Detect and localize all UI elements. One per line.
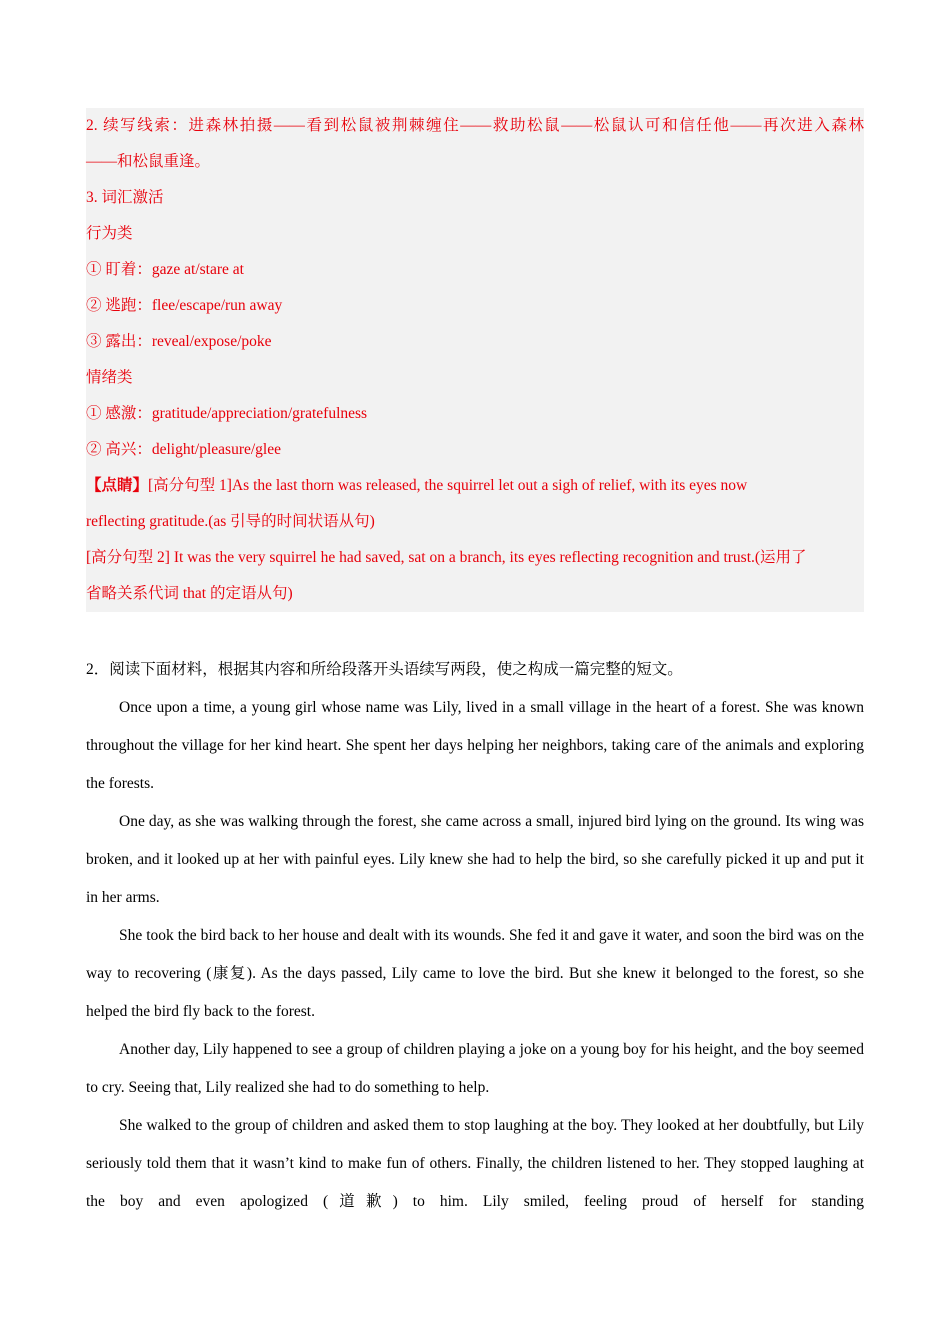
hint-box	[86, 108, 864, 612]
story-paragraph: One day, as she was walking through the forest, she came across a small, injured bird lying on the ground. Its wing was broken, and it looked up at her with painful eyes. Lily knew she had to help the bird, so she carefully picked it up and put it in her arms.	[86, 813, 864, 906]
sentence-2-line-2: 省略关系代词 that 的定语从句)	[86, 585, 293, 602]
behavior-item: ③ 露出：reveal/expose/poke	[86, 333, 272, 350]
emotion-item: ② 高兴：delight/pleasure/glee	[86, 441, 281, 458]
clue-line-2: ——和松鼠重逢。	[86, 153, 211, 170]
behavior-title: 行为类	[86, 225, 133, 242]
story-paragraph: She walked to the group of children and asked them to stop laughing at the boy. They looked at her doubtfully, but Lily seriously told them that it wasn’t kind to make fun of others. Finally, the children listened to her. They stopped laughing at the boy and even apologized (道歉) to him. Lily smiled, feeling proud of herself for standing	[86, 1117, 864, 1210]
sentence-1-text: [高分句型 1]As the last thorn was released, the squirrel let out a sigh of relief, with its eyes now	[148, 477, 748, 494]
sentence-1-line-1	[86, 468, 864, 504]
behavior-item: ① 盯着：gaze at/stare at	[86, 261, 244, 278]
emotion-title: 情绪类	[86, 369, 133, 386]
sentence-2-line-1: [高分句型 2] It was the very squirrel he had saved, sat on a branch, its eyes reflecting recognition and trust.(运用了	[86, 549, 807, 566]
question-heading: 2．阅读下面材料，根据其内容和所给段落开头语续写两段，使之构成一篇完整的短文。	[86, 661, 683, 678]
behavior-item: ② 逃跑：flee/escape/run away	[86, 297, 283, 314]
tip-label: 【点睛】	[86, 477, 149, 494]
document-page	[86, 108, 864, 1221]
story-paragraph: Another day, Lily happened to see a group of children playing a joke on a young boy for his height, and the boy seemed to cry. Seeing that, Lily realized she had to do something to help.	[86, 1041, 864, 1096]
story-paragraph: She took the bird back to her house and dealt with its wounds. She fed it and gave it water, and soon the bird was on the way to recovering (康复). As the days passed, Lily came to love the bird. But she knew it belonged to the forest, so she helped the bird fly back to the forest.	[86, 927, 864, 1020]
sentence-1-line-2: reflecting gratitude.(as 引导的时间状语从句)	[86, 513, 375, 530]
clue-line-1: 2. 续写线索：进森林拍摄——看到松鼠被荆棘缠住——救助松鼠——松鼠认可和信任他——再次进入森林	[86, 117, 864, 134]
vocab-title: 3. 词汇激活	[86, 189, 164, 206]
emotion-item: ① 感激：gratitude/appreciation/gratefulness	[86, 405, 368, 422]
story-paragraph: Once upon a time, a young girl whose name was Lily, lived in a small village in the heart of a forest. She was known throughout the village for her kind heart. She spent her days helping her neighbors, taking care of the animals and exploring the forests.	[86, 699, 864, 792]
question-2	[86, 652, 864, 1221]
